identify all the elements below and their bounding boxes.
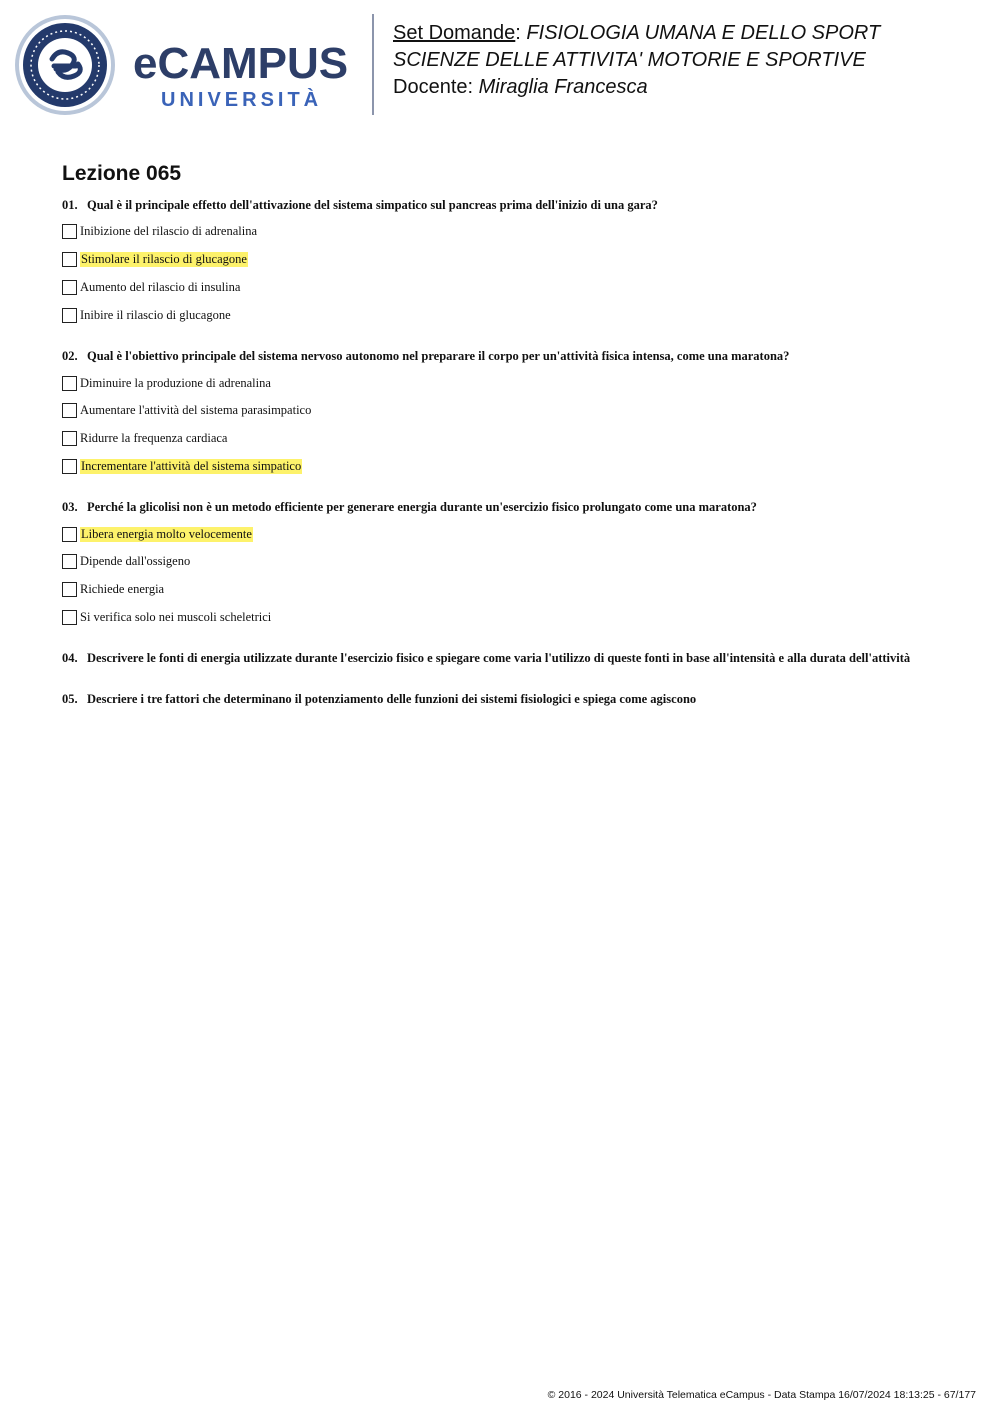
checkbox[interactable]	[62, 280, 77, 295]
set-line: Set Domande: FISIOLOGIA UMANA E DELLO SPORT	[393, 22, 881, 44]
teacher-label: Docente:	[393, 76, 474, 98]
answer-option[interactable]	[62, 223, 257, 239]
ecampus-seal-logo	[14, 14, 116, 116]
checkbox[interactable]	[62, 403, 77, 418]
option-label: Ridurre la frequenza cardiaca	[80, 430, 228, 445]
checkbox[interactable]	[62, 308, 77, 323]
lesson-title: Lezione 065	[62, 162, 182, 185]
answer-option-correct[interactable]	[62, 251, 248, 267]
checkbox[interactable]	[62, 527, 77, 542]
checkbox[interactable]	[62, 224, 77, 239]
checkbox[interactable]	[62, 610, 77, 625]
question-number: 01.	[62, 198, 78, 212]
header-divider	[372, 14, 374, 115]
question-text: Descrivere le fonti di energia utilizzate durante l'esercizio fisico e spiegare come varia l'utilizzo di queste fonti in base all'intensità e alla durata dell'attività	[87, 651, 911, 665]
option-label: Inibizione del rilascio di adrenalina	[80, 223, 258, 238]
answer-option-correct[interactable]	[62, 458, 302, 474]
question-text: Descriere i tre fattori che determinano il potenziamento delle funzioni dei sistemi fisiologici e spiega come agiscono	[87, 692, 697, 706]
question-02	[62, 349, 789, 364]
answer-option[interactable]	[62, 279, 240, 295]
course-title: FISIOLOGIA UMANA E DELLO SPORT	[526, 22, 881, 44]
header-info	[393, 20, 880, 101]
question-01	[62, 198, 658, 213]
page-header	[0, 0, 1000, 130]
degree-title: SCIENZE DELLE ATTIVITA' MOTORIE E SPORTIVE	[393, 49, 866, 71]
question-04	[62, 651, 910, 666]
question-number: 03.	[62, 500, 78, 514]
option-label: Dipende dall'ossigeno	[80, 553, 191, 568]
page-footer: © 2016 - 2024 Università Telematica eCampus - Data Stampa 16/07/2024 18:13:25 - 67/177	[547, 1389, 976, 1401]
question-text: Qual è il principale effetto dell'attivazione del sistema simpatico sul pancreas prima dell'inizio di una gara?	[87, 198, 658, 212]
teacher-line	[393, 74, 880, 101]
question-text: Qual è l'obiettivo principale del sistema nervoso autonomo nel preparare il corpo per un'attività fisica intensa, come una maratona?	[87, 349, 790, 363]
question-05	[62, 692, 696, 707]
svg-text:UNIVERSITÀ: UNIVERSITÀ	[161, 89, 323, 111]
answer-option[interactable]	[62, 581, 164, 597]
question-number: 02.	[62, 349, 78, 363]
checkbox[interactable]	[62, 459, 77, 474]
option-label: Richiede energia	[80, 581, 165, 596]
option-label-highlighted: Libera energia molto velocemente	[81, 526, 252, 541]
option-label: Si verifica solo nei muscoli scheletrici	[80, 609, 272, 624]
question-number: 04.	[62, 651, 78, 665]
option-label: Inibire il rilascio di glucagone	[80, 307, 231, 322]
degree-line	[393, 47, 880, 74]
answer-option[interactable]	[62, 609, 271, 625]
checkbox[interactable]	[62, 376, 77, 391]
option-label-highlighted: Incrementare l'attività del sistema simpatico	[81, 458, 302, 473]
set-label: Set Domande	[393, 22, 516, 44]
question-number: 05.	[62, 692, 78, 706]
answer-option-correct[interactable]	[62, 526, 253, 542]
ecampus-wordmark-logo	[133, 40, 358, 112]
option-label: Diminuire la produzione di adrenalina	[80, 375, 271, 390]
answer-option[interactable]	[62, 553, 190, 569]
checkbox[interactable]	[62, 431, 77, 446]
answer-option[interactable]	[62, 430, 227, 446]
question-text: Perché la glicolisi non è un metodo efficiente per generare energia durante un'esercizio fisico prolungato come una maratona?	[87, 500, 757, 514]
answer-option[interactable]	[62, 402, 311, 418]
answer-option[interactable]	[62, 307, 231, 323]
option-label-highlighted: Stimolare il rilascio di glucagone	[81, 251, 247, 266]
checkbox[interactable]	[62, 582, 77, 597]
checkbox[interactable]	[62, 252, 77, 267]
teacher-name: Miraglia Francesca	[478, 76, 648, 98]
option-label: Aumentare l'attività del sistema parasimpatico	[80, 402, 312, 417]
option-label: Aumento del rilascio di insulina	[80, 279, 241, 294]
checkbox[interactable]	[62, 554, 77, 569]
question-03	[62, 500, 757, 515]
svg-text:eCAMPUS: eCAMPUS	[133, 40, 349, 88]
answer-option[interactable]	[62, 375, 271, 391]
